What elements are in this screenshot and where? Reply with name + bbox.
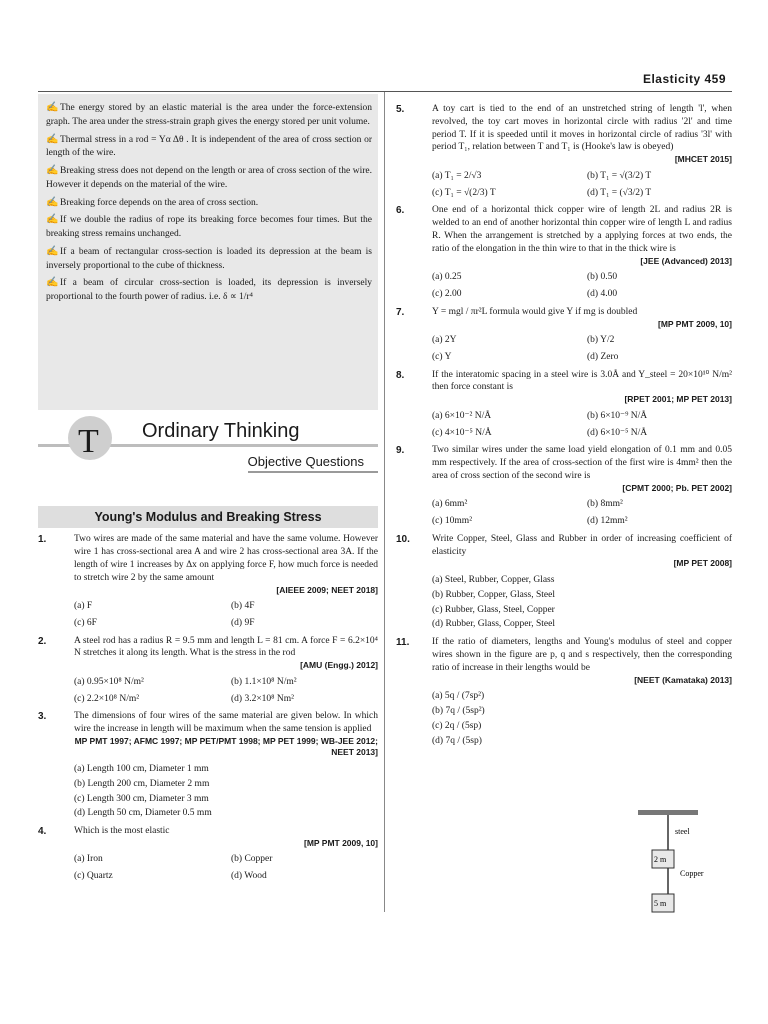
question xyxy=(396,533,732,631)
tip: ✍ Thermal stress in a rod = Yα Δθ . It is independent of the area of cross section or length of the wire. xyxy=(46,133,372,159)
question-text: The dimensions of four wires of the same material are given below. In which wire the increase in length will be maximum when the same tension is applied xyxy=(74,711,378,735)
tip: ✍ If a beam of rectangular cross-section is loaded its depression at the beam is inversely proportional to the cube of thickness. xyxy=(46,245,372,271)
option[interactable]: (c) 2q / (5sp) xyxy=(432,720,482,731)
option[interactable]: (a) 0.25 xyxy=(432,272,462,283)
option[interactable]: (d) Rubber, Glass, Copper, Steel xyxy=(432,619,555,630)
question-text: Y = mgl / πr²L formula would give Y if mg is doubled xyxy=(432,306,638,317)
option[interactable]: (d) T₁ = (√3/2) T xyxy=(587,187,652,198)
option[interactable]: (a) Iron xyxy=(74,854,103,865)
option[interactable]: (d) 9F xyxy=(231,617,255,628)
banner-t-logo: T xyxy=(78,423,99,460)
question-number: 10. xyxy=(396,533,410,545)
question-text: A toy cart is tied to the end of an unstretched string of length 'l', when revolved, the toy cart moves in horizontal circle with radius '2l' and time period T. If it is speeded until it moves in horizontal circle of radius '3l' with period T₁, relation between T and T₁ is (Hooke's law is obeyed) xyxy=(432,104,732,153)
option[interactable]: (b) T₁ = √(3/2) T xyxy=(587,170,652,181)
question-number: 5. xyxy=(396,104,405,115)
question-number: 8. xyxy=(396,369,405,381)
option[interactable]: (c) 2.2×10⁸ N/m² xyxy=(74,693,140,704)
question-source: [AMU (Engg.) 2012] xyxy=(300,660,378,671)
option[interactable]: (a) 6mm² xyxy=(432,499,468,510)
tip: ✍ Breaking force depends on the area of cross section. xyxy=(46,196,372,211)
question-source: MP PMT 1997; AFMC 1997; MP PET/PMT 1998; MP PET 1999; WB-JEE 2012; NEET 2013] xyxy=(74,735,378,758)
option[interactable]: (c) 6F xyxy=(74,617,97,628)
option[interactable]: (b) Length 200 cm, Diameter 2 mm xyxy=(74,778,210,789)
option[interactable]: (a) Length 100 cm, Diameter 1 mm xyxy=(74,763,209,774)
question-source: [CPMT 2000; Pb. PET 2002] xyxy=(622,482,732,493)
question xyxy=(38,533,378,629)
option[interactable]: (b) Rubber, Copper, Glass, Steel xyxy=(432,589,555,600)
option[interactable]: (d) 6×10⁻⁵ N/Å xyxy=(587,427,648,438)
question-source: [MP PMT 2009, 10] xyxy=(657,318,732,329)
mass-top-label: 2 m xyxy=(654,855,667,864)
tips-box xyxy=(38,94,378,410)
option[interactable]: (d) Length 50 cm, Diameter 0.5 mm xyxy=(74,808,212,819)
question-source: [RPET 2001; MP PET 2013] xyxy=(624,394,732,405)
tip: ✍ If a beam of circular cross-section is loaded, its depression is inversely proportional to the fourth power of radius. i.e. δ ∝ 1/r⁴ xyxy=(46,277,372,303)
banner-subtitle: Objective Questions xyxy=(247,454,364,469)
option[interactable]: (b) Y/2 xyxy=(587,334,615,345)
page-header: Elasticity 459 xyxy=(642,72,726,86)
ordinary-thinking-banner xyxy=(38,414,378,504)
question-source: [NEET (Kamataka) 2013] xyxy=(634,674,732,685)
question-text: If the interatomic spacing in a steel wire is 3.0Å and Y_steel = 20×10¹⁰ N/m² then force constant is xyxy=(432,369,732,393)
options-list xyxy=(74,600,378,630)
tip: ✍ If we double the radius of rope its breaking force becomes four times. But the breaking stress remains unchanged. xyxy=(46,214,372,240)
options-list xyxy=(432,170,732,200)
option[interactable]: (a) 5q / (7sp²) xyxy=(432,691,485,702)
option[interactable]: (a) F xyxy=(74,600,93,611)
question-source: [MHCET 2015] xyxy=(674,154,732,165)
question-number: 6. xyxy=(396,205,405,217)
question-number: 4. xyxy=(38,826,47,838)
option[interactable]: (b) 4F xyxy=(231,600,255,611)
question-source: [MP PET 2008] xyxy=(673,558,732,569)
option[interactable]: (a) 6×10⁻² N/Å xyxy=(432,410,492,421)
banner-title: Ordinary Thinking xyxy=(142,420,300,442)
question-number: 1. xyxy=(38,534,47,546)
option[interactable]: (c) 10mm² xyxy=(432,516,473,527)
question-source: [AIEEE 2009; NEET 2018] xyxy=(276,584,378,595)
steel-label: steel xyxy=(675,827,690,836)
section-title: Young's Modulus and Breaking Stress xyxy=(38,506,378,528)
options-list xyxy=(74,853,378,883)
pen-icon: ✍ xyxy=(46,133,59,145)
question xyxy=(396,444,732,528)
option[interactable]: (d) 12mm² xyxy=(587,516,628,527)
right-column xyxy=(396,98,732,747)
tip: ✍ Breaking stress does not depend on the length or area of cross section of the wire. However it depends on the material of the wire. xyxy=(46,165,372,190)
question xyxy=(396,103,732,199)
question-text: Two wires are made of the same material and have the same volume. However wire 1 has cross-sectional area A and wire 2 has cross-sectional area 3A. If the length of wire 1 increases by Δx on applying force F, how much force is needed to stretch wire 2 by the same amount xyxy=(74,534,378,583)
option[interactable]: (c) Length 300 cm, Diameter 3 mm xyxy=(74,793,209,804)
options-list xyxy=(432,574,732,631)
option[interactable]: (c) Y xyxy=(432,351,452,362)
question-number: 3. xyxy=(38,711,47,723)
option[interactable]: (a) 0.95×10⁸ N/m² xyxy=(74,676,144,687)
question-number: 9. xyxy=(396,445,405,457)
question xyxy=(396,204,732,300)
question-number: 2. xyxy=(38,635,47,647)
pen-icon: ✍ xyxy=(46,245,59,257)
ceiling-support xyxy=(638,810,698,815)
options-list xyxy=(432,498,732,528)
option[interactable]: (b) Copper xyxy=(231,854,273,865)
pen-icon: ✍ xyxy=(46,196,59,208)
option[interactable]: (a) 2Y xyxy=(432,334,457,345)
option[interactable]: (d) Wood xyxy=(231,871,267,882)
question-text: Write Copper, Steel, Glass and Rubber in order of increasing coefficient of elasticity xyxy=(432,533,732,557)
option[interactable]: (d) Zero xyxy=(587,351,619,362)
question-text: A steel rod has a radius R = 9.5 mm and length L = 81 cm. A force F = 6.2×10⁴ N stretches it along its length. What is the stress in the rod xyxy=(74,635,378,659)
question-text: Two similar wires under the same load yield elongation of 0.1 mm and 0.05 mm respectively. If the area of cross-section of the first wire is 4mm² then the area of cross section of the second wire is xyxy=(432,445,732,481)
option[interactable]: (d) 7q / (5sp) xyxy=(432,735,482,746)
header-rule xyxy=(38,91,732,92)
option[interactable]: (c) Quartz xyxy=(74,871,113,882)
pen-icon: ✍ xyxy=(46,102,59,113)
question xyxy=(396,636,732,747)
options-list xyxy=(74,763,378,820)
question-text: One end of a horizontal thick copper wire of length 2L and radius 2R is welded to an end of another horizontal thin copper wire of length L and radius R. When the arrangement is stretched by a applying forces at two ends, the ratio of the elongation in the thin wire to that in the thick wire is xyxy=(432,205,732,254)
option[interactable]: (a) T₁ = 2/√3 xyxy=(432,170,482,181)
question-source: [MP PMT 2009, 10] xyxy=(303,837,378,848)
option[interactable]: (c) Rubber, Glass, Steel, Copper xyxy=(432,604,555,615)
question xyxy=(396,306,732,364)
question xyxy=(396,369,732,440)
tip: ✍ The energy stored by an elastic material is the area under the force-extension graph. The area under the stress-strain graph gives the energy stored per unit volume. xyxy=(46,102,372,127)
option[interactable]: (b) 1.1×10⁸ N/m² xyxy=(231,676,297,687)
option[interactable]: (d) 3.2×10⁸ Nm² xyxy=(231,693,294,704)
copper-label: Copper xyxy=(680,869,704,878)
option[interactable]: (b) 8mm² xyxy=(587,499,623,510)
option[interactable]: (c) T₁ = √(2/3) T xyxy=(432,187,496,198)
option[interactable]: (b) 7q / (5sp²) xyxy=(432,705,485,716)
option[interactable]: (c) 2.00 xyxy=(432,288,462,299)
option[interactable]: (b) 6×10⁻⁹ N/Å xyxy=(587,410,648,421)
question xyxy=(38,710,378,820)
options-list xyxy=(432,334,732,364)
question-text: Which is the most elastic xyxy=(74,826,170,837)
question-text: If the ratio of diameters, lengths and Young's modulus of steel and copper wires shown in the figure are p, q and s respectively, then the corresponding ratio of increase in their lengths would be xyxy=(432,637,732,673)
question-number: 7. xyxy=(396,306,405,318)
pen-icon: ✍ xyxy=(46,165,59,177)
question xyxy=(38,635,378,706)
pen-icon: ✍ xyxy=(46,277,59,289)
question-number: 11. xyxy=(396,637,410,649)
options-list xyxy=(74,676,378,706)
wire-mass-figure xyxy=(628,810,728,920)
option[interactable]: (b) 0.50 xyxy=(587,272,618,283)
question-source: [JEE (Advanced) 2013] xyxy=(640,255,732,266)
question xyxy=(38,825,378,883)
option[interactable]: (c) 4×10⁻⁵ N/Å xyxy=(432,427,492,438)
pen-icon: ✍ xyxy=(46,214,59,226)
figure-svg xyxy=(628,810,728,920)
option[interactable]: (a) Steel, Rubber, Copper, Glass xyxy=(432,574,555,585)
options-list xyxy=(432,690,732,747)
options-list xyxy=(432,271,732,301)
left-column xyxy=(38,94,378,883)
options-list xyxy=(432,410,732,440)
option[interactable]: (d) 4.00 xyxy=(587,288,618,299)
mass-bottom-label: 5 m xyxy=(654,899,667,908)
column-divider xyxy=(384,92,385,912)
